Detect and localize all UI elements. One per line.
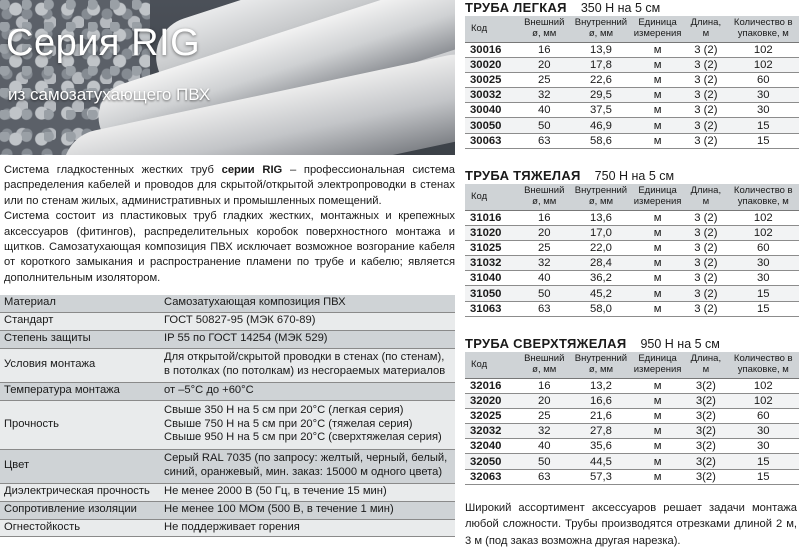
cell-length: 3 (2) [684, 133, 727, 148]
cell-code: 32016 [465, 379, 518, 394]
cell-qty: 15 [728, 286, 799, 301]
cell-unit: м [631, 454, 684, 469]
pipe-series-strength: 750 Н на 5 см [594, 169, 675, 183]
cell-unit: м [631, 43, 684, 58]
cell-outer: 32 [518, 88, 571, 103]
cell-unit: м [631, 103, 684, 118]
spec-row [0, 449, 455, 483]
cell-outer: 25 [518, 409, 571, 424]
cell-qty: 102 [728, 211, 799, 226]
column-header-code: Код [465, 184, 518, 211]
spec-row [0, 400, 455, 449]
pipe-series-title [465, 336, 800, 352]
table-row [465, 241, 799, 256]
cell-code: 30016 [465, 43, 518, 58]
series-title: Серия RIG [6, 22, 201, 64]
pipe-series-title [465, 168, 800, 184]
spec-label: Материал [0, 295, 160, 312]
pipe-series-section [465, 168, 800, 317]
pipe-series-name: ТРУБА ТЯЖЕЛАЯ [465, 168, 581, 183]
cell-unit: м [631, 286, 684, 301]
cell-qty: 60 [728, 409, 799, 424]
hero-banner [0, 0, 455, 155]
cell-outer: 20 [518, 226, 571, 241]
series-description [4, 163, 455, 286]
table-row [465, 394, 799, 409]
table-row [465, 118, 799, 133]
cell-outer: 40 [518, 103, 571, 118]
cell-inner: 58,6 [571, 133, 631, 148]
cell-qty: 30 [728, 424, 799, 439]
cell-inner: 13,2 [571, 379, 631, 394]
table-row [465, 271, 799, 286]
cell-length: 3 (2) [684, 241, 727, 256]
series-subtitle: из самозатухающего ПВХ [8, 85, 211, 104]
pipe-series-section [465, 336, 800, 485]
spec-value: Для открытой/скрытой проводки в стенах (по стенам), в потолках (по потолкам) из несгораемых материалов [160, 348, 455, 382]
cell-qty: 15 [728, 454, 799, 469]
spec-label: Стандарт [0, 312, 160, 330]
cell-length: 3 (2) [684, 118, 727, 133]
pipe-table-header [465, 16, 799, 43]
column-header-length: Длина, м [684, 184, 727, 211]
cell-code: 31020 [465, 226, 518, 241]
cell-outer: 20 [518, 394, 571, 409]
cell-unit: м [631, 118, 684, 133]
spec-value: Не менее 100 МОм (500 В, в течение 1 мин) [160, 501, 455, 519]
pipe-series-name: ТРУБА ЛЕГКАЯ [465, 0, 567, 15]
cell-outer: 63 [518, 133, 571, 148]
footer-note-text: Широкий ассортимент аксессуаров решает задачи монтажа любой сложности. Трубы производятся отрезками длиной 2 м, 3 м (под заказ возможна другая нарезка). [465, 502, 797, 547]
spec-value: Самозатухающая композиция ПВХ [160, 295, 455, 312]
cell-length: 3 (2) [684, 58, 727, 73]
cell-code: 31063 [465, 301, 518, 316]
cell-outer: 32 [518, 256, 571, 271]
column-header-qty: Количество в упаковке, м [728, 16, 799, 43]
cell-inner: 45,2 [571, 286, 631, 301]
cell-qty: 30 [728, 256, 799, 271]
cell-outer: 16 [518, 211, 571, 226]
cell-qty: 30 [728, 271, 799, 286]
cell-inner: 28,4 [571, 256, 631, 271]
cell-inner: 17,8 [571, 58, 631, 73]
table-row [465, 409, 799, 424]
cell-outer: 63 [518, 469, 571, 484]
cell-qty: 30 [728, 88, 799, 103]
cell-length: 3 (2) [684, 211, 727, 226]
cell-length: 3 (2) [684, 43, 727, 58]
spec-label: Сопротивление изоляции [0, 501, 160, 519]
cell-inner: 29,5 [571, 88, 631, 103]
cell-outer: 40 [518, 271, 571, 286]
cell-qty: 102 [728, 379, 799, 394]
column-header-inner: Внутренний ø, мм [571, 352, 631, 379]
pipe-series-strength: 950 Н на 5 см [640, 337, 720, 351]
cell-unit: м [631, 226, 684, 241]
column-header-inner: Внутренний ø, мм [571, 16, 631, 43]
cell-outer: 50 [518, 118, 571, 133]
cell-unit: м [631, 469, 684, 484]
spec-label: Степень защиты [0, 330, 160, 348]
table-row [465, 256, 799, 271]
spec-label: Прочность [0, 400, 160, 449]
column-header-qty: Количество в упаковке, м [728, 184, 799, 211]
cell-outer: 63 [518, 301, 571, 316]
cell-unit: м [631, 58, 684, 73]
spec-row [0, 382, 455, 400]
cell-outer: 25 [518, 73, 571, 88]
cell-unit: м [631, 301, 684, 316]
spec-row [0, 501, 455, 519]
cell-qty: 60 [728, 73, 799, 88]
cell-qty: 102 [728, 43, 799, 58]
table-row [465, 133, 799, 148]
cell-inner: 22,0 [571, 241, 631, 256]
cell-code: 30020 [465, 58, 518, 73]
cell-qty: 15 [728, 118, 799, 133]
column-header-length: Длина, м [684, 352, 727, 379]
table-row [465, 226, 799, 241]
description-paragraph: Система состоит из пластиковых труб гладких жестких, монтажных и крепежных аксессуаров (фитингов), распределительных коробок поверхностного монтажа и щитков. Самозатухающая композиция ПВХ исключает возможное возгорание кабеля от короткого замыкания и распространение пламени по трубе и кабелю; является дополнительным изолятором. [4, 210, 455, 284]
cell-length: 3 (2) [684, 73, 727, 88]
cell-length: 3 (2) [684, 88, 727, 103]
cell-length: 3(2) [684, 439, 727, 454]
cell-code: 32025 [465, 409, 518, 424]
cell-code: 32020 [465, 394, 518, 409]
cell-inner: 22,6 [571, 73, 631, 88]
column-header-inner: Внутренний ø, мм [571, 184, 631, 211]
cell-qty: 30 [728, 439, 799, 454]
table-row [465, 301, 799, 316]
pipe-series-strength: 350 Н на 5 см [580, 1, 661, 15]
spec-value: Не поддерживает горения [160, 519, 455, 536]
spec-value: Серый RAL 7035 (по запросу: желтый, черный, белый, синий, оранжевый, мин. заказ: 15000 м одного цвета) [160, 449, 455, 483]
cell-unit: м [631, 439, 684, 454]
column-header-qty: Количество в упаковке, м [728, 352, 799, 379]
spec-label: Огнестойкость [0, 519, 160, 536]
pipe-table [465, 16, 799, 149]
spec-value: Свыше 350 Н на 5 см при 20°С (легкая серия) Свыше 750 Н на 5 см при 20°С (тяжелая серия) Свыше 950 Н на 5 см при 20°С (сверхтяжелая серия) [160, 400, 455, 449]
cell-unit: м [631, 379, 684, 394]
spec-row [0, 330, 455, 348]
cell-outer: 50 [518, 286, 571, 301]
cell-outer: 40 [518, 439, 571, 454]
cell-inner: 37,5 [571, 103, 631, 118]
table-row [465, 424, 799, 439]
cell-outer: 16 [518, 43, 571, 58]
cell-qty: 102 [728, 394, 799, 409]
column-header-code: Код [465, 352, 518, 379]
cell-length: 3(2) [684, 379, 727, 394]
cell-unit: м [631, 424, 684, 439]
cell-inner: 36,2 [571, 271, 631, 286]
cell-code: 30040 [465, 103, 518, 118]
cell-inner: 35,6 [571, 439, 631, 454]
column-header-unit: Единица измерения [631, 352, 684, 379]
spec-value: Не менее 2000 В (50 Гц, в течение 15 мин) [160, 483, 455, 501]
cell-code: 30032 [465, 88, 518, 103]
cell-inner: 16,6 [571, 394, 631, 409]
table-row [465, 73, 799, 88]
cell-unit: м [631, 256, 684, 271]
cell-unit: м [631, 409, 684, 424]
table-row [465, 211, 799, 226]
description-paragraph: Система гладкостенных жестких труб серии RIG – профессиональная система распределения кабелей и проводов для скрытой/открытой электропроводки в стенах или по стенам жилых, административных и промышленных помещений. [4, 164, 455, 207]
cell-unit: м [631, 133, 684, 148]
cell-qty: 102 [728, 58, 799, 73]
cell-outer: 16 [518, 379, 571, 394]
column-header-outer: Внешний ø, мм [518, 16, 571, 43]
cell-outer: 32 [518, 424, 571, 439]
cell-length: 3 (2) [684, 271, 727, 286]
cell-code: 31040 [465, 271, 518, 286]
cell-inner: 13,6 [571, 211, 631, 226]
cell-outer: 50 [518, 454, 571, 469]
spec-label: Условия монтажа [0, 348, 160, 382]
cell-qty: 15 [728, 469, 799, 484]
column-header-unit: Единица измерения [631, 184, 684, 211]
cell-length: 3 (2) [684, 256, 727, 271]
series-name: серии RIG [221, 164, 283, 176]
spec-row [0, 295, 455, 312]
cell-outer: 20 [518, 58, 571, 73]
cell-code: 31050 [465, 286, 518, 301]
cell-length: 3 (2) [684, 103, 727, 118]
pipe-table-header [465, 184, 799, 211]
cell-inner: 57,3 [571, 469, 631, 484]
column-header-length: Длина, м [684, 16, 727, 43]
cell-inner: 13,9 [571, 43, 631, 58]
column-header-outer: Внешний ø, мм [518, 184, 571, 211]
table-row [465, 103, 799, 118]
cell-length: 3(2) [684, 424, 727, 439]
cell-outer: 25 [518, 241, 571, 256]
column-header-unit: Единица измерения [631, 16, 684, 43]
cell-inner: 27,8 [571, 424, 631, 439]
spec-label: Температура монтажа [0, 382, 160, 400]
cell-qty: 60 [728, 241, 799, 256]
cell-length: 3(2) [684, 409, 727, 424]
footer-note [465, 500, 797, 549]
cell-qty: 102 [728, 226, 799, 241]
table-row [465, 469, 799, 484]
cell-code: 31025 [465, 241, 518, 256]
cell-code: 30050 [465, 118, 518, 133]
cell-unit: м [631, 241, 684, 256]
cell-inner: 46,9 [571, 118, 631, 133]
cell-unit: м [631, 271, 684, 286]
spec-row [0, 483, 455, 501]
pipe-table [465, 352, 799, 485]
pipe-series-name: ТРУБА СВЕРХТЯЖЕЛАЯ [465, 336, 627, 351]
pipe-series-section [465, 0, 800, 149]
cell-length: 3(2) [684, 454, 727, 469]
cell-inner: 21,6 [571, 409, 631, 424]
cell-qty: 30 [728, 103, 799, 118]
cell-code: 30025 [465, 73, 518, 88]
cell-code: 31016 [465, 211, 518, 226]
table-row [465, 439, 799, 454]
table-row [465, 43, 799, 58]
cell-inner: 17,0 [571, 226, 631, 241]
cell-code: 32040 [465, 439, 518, 454]
pipe-table-header [465, 352, 799, 379]
cell-unit: м [631, 88, 684, 103]
cell-inner: 58,0 [571, 301, 631, 316]
cell-qty: 15 [728, 301, 799, 316]
table-row [465, 454, 799, 469]
cell-length: 3 (2) [684, 286, 727, 301]
spec-value: IP 55 по ГОСТ 14254 (МЭК 529) [160, 330, 455, 348]
cell-code: 32050 [465, 454, 518, 469]
cell-length: 3 (2) [684, 226, 727, 241]
cell-qty: 15 [728, 133, 799, 148]
spec-value: от –5°С до +60°С [160, 382, 455, 400]
pipe-table [465, 184, 799, 317]
cell-length: 3 (2) [684, 301, 727, 316]
cell-length: 3(2) [684, 394, 727, 409]
cell-code: 32032 [465, 424, 518, 439]
spec-row [0, 348, 455, 382]
spec-row [0, 519, 455, 536]
column-header-outer: Внешний ø, мм [518, 352, 571, 379]
cell-length: 3(2) [684, 469, 727, 484]
spec-row [0, 312, 455, 330]
table-row [465, 58, 799, 73]
cell-code: 32063 [465, 469, 518, 484]
cell-inner: 44,5 [571, 454, 631, 469]
table-row [465, 286, 799, 301]
spec-label: Диэлектрическая прочность [0, 483, 160, 501]
column-header-code: Код [465, 16, 518, 43]
pipe-series-title [465, 0, 800, 16]
table-row [465, 379, 799, 394]
table-row [465, 88, 799, 103]
cell-code: 31032 [465, 256, 518, 271]
cell-code: 30063 [465, 133, 518, 148]
specifications-table [0, 295, 455, 537]
cell-unit: м [631, 73, 684, 88]
spec-label: Цвет [0, 449, 160, 483]
cell-unit: м [631, 394, 684, 409]
cell-unit: м [631, 211, 684, 226]
spec-value: ГОСТ 50827-95 (МЭК 670-89) [160, 312, 455, 330]
